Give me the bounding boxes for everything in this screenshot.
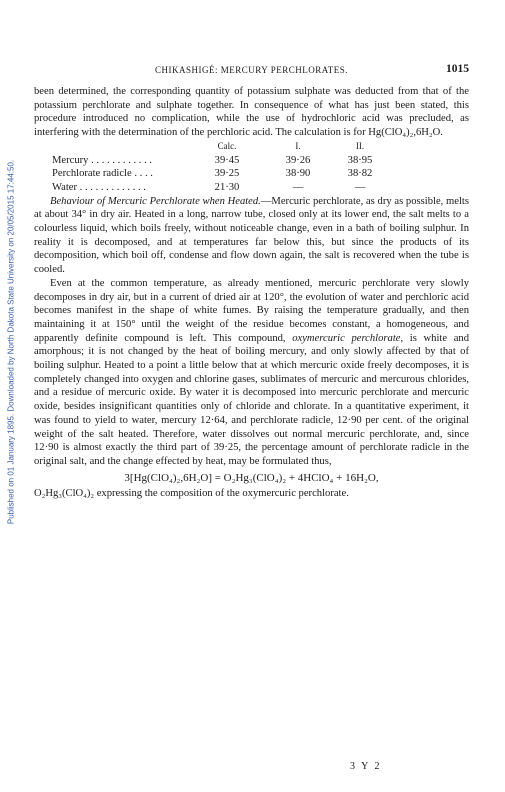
table-header: II. bbox=[355, 140, 365, 151]
analysis-table bbox=[52, 140, 391, 195]
equation: 3[Hg(ClO₄)₂,6H₂O] = O₂Hg₃(ClO₄)₂ + 4HClO₄ + 16H₂O, bbox=[124, 471, 379, 484]
table-cell: 38·90 bbox=[285, 168, 311, 180]
table-cell: 38·95 bbox=[347, 154, 373, 166]
table-cell: 38·82 bbox=[347, 168, 373, 180]
table-cell: Water . . . . . . . . . . . . . bbox=[52, 181, 146, 193]
signature-mark: 3 Y 2 bbox=[350, 761, 382, 772]
running-title: CHIKASHIGÉ: MERCURY PERCHLORATES. bbox=[155, 65, 348, 75]
table-cell: 39·26 bbox=[285, 154, 311, 166]
paragraph-3-part-b: , is white and amorphous; it is not changed by the heat of boiling mercury, and only slowly affected by that of boiling sulphur. Heated to a point a little below that at which mercuric oxide freely decomposes, it is completely changed into oxygen and chlorine gases, sublimates of mercuric and mercurous chlorides, and a residue of mercuric oxide. By water it is decomposed into mercuric perchlorate and mercuric oxide, besides insignificant quantities only of chloride and chlorate. In a quantitative experiment, it was found to yield to water, mercury 12·64, and perchlorate radicle, 12·90 per cent. of the original weight of the salt heated. Therefore, water dissolves out normal mercuric perchlorate, and, since 12·90 is almost exactly the third part of 39·25, the percentage amount of perchlorate radicle in the original salt, and the change effected by heat, may be formulated thus, bbox=[34, 332, 470, 467]
table-header: I. bbox=[295, 140, 301, 151]
paragraph-2-body: —Mercuric perchlorate, as dry as possible, melts at about 34° in dry air. Heated in a long, narrow tube, closed only at its lower end, the salt melts to a colourless liquid, which boils freely, without noticeable change, even in a bath of boiling sulphur. In reality it is decomposed, and at temperatures far below this, but since the products of its decomposition, which boil off, condense and flow down again, the salt is recovered when the tube is cooled. bbox=[34, 195, 469, 276]
table-cell: Mercury . . . . . . . . . . . . bbox=[52, 154, 153, 166]
provenance-sidebar bbox=[4, 62, 18, 622]
paragraph-3-part-a: Even at the common temperature, as already mentioned, mercuric perchlorate very slowly decomposes in dry air, but in a current of dried air at 120°, the evolution of water and perchloric acid becomes manifest in the shape of white fumes. By raising the temperature gradually, and then maintaining it at 150° until the weight of the residue becomes constant, a homogeneous, and apparently definite compound is left. This compound, bbox=[34, 277, 469, 344]
table-header bbox=[52, 140, 187, 154]
table-row bbox=[52, 154, 391, 168]
paragraph-2 bbox=[34, 195, 469, 277]
table-cell: — bbox=[354, 181, 366, 193]
table-cell: — bbox=[292, 181, 304, 193]
section-heading: Behaviour of Mercuric Perchlorate when Heated. bbox=[50, 195, 261, 207]
table-cell: Perchlorate radicle . . . . bbox=[52, 168, 153, 180]
provenance-text: Published on 01 January 1895. Downloaded by North Dakota State University on 20/05/2015 17:44:50. bbox=[6, 159, 16, 525]
table-cell: 39·25 bbox=[214, 168, 240, 180]
article-body bbox=[34, 85, 469, 501]
table-header: Calc. bbox=[217, 140, 237, 151]
paragraph-3 bbox=[34, 277, 469, 469]
compound-name: oxymercuric perchlorate bbox=[292, 332, 401, 344]
paragraph-1: been determined, the corresponding quantity of potassium sulphate was deducted from that of the potassium perchlorate and sulphate together. In consequence of what has just been stated, this procedure introduced no complication, while the use of hydrochloric acid was precluded, as interfering with the determination of the perchloric acid. The calculation is for Hg(ClO₄)₂,6H₂O. bbox=[34, 86, 469, 139]
page-number: 1015 bbox=[446, 63, 469, 75]
table-cell: 21·30 bbox=[214, 181, 240, 193]
table-row bbox=[52, 167, 391, 181]
paragraph-4: O₂Hg₃(ClO₄)₂ expressing the composition of the oxymercuric perchlorate. bbox=[34, 488, 349, 500]
table-header-row bbox=[52, 140, 391, 154]
table-row bbox=[52, 181, 391, 195]
page-header bbox=[34, 63, 469, 79]
table-cell: 39·45 bbox=[214, 154, 240, 166]
